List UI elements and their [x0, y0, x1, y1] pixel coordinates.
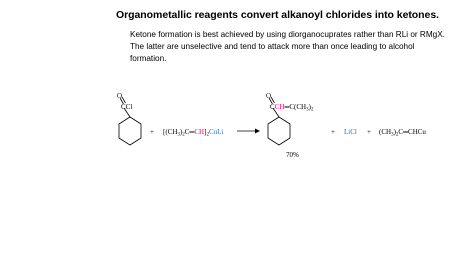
slide-title: Organometallic reagents convert alkanoyl chlorides into ketones.: [116, 9, 439, 21]
product-ring: [268, 117, 290, 145]
vinylcopper-part3: C═CHCu: [398, 128, 426, 136]
vinylcopper-sub-2: 2: [395, 132, 399, 138]
vinylcopper-sub-3: 3: [391, 132, 394, 138]
slide-body-text: Ketone formation is best achieved by using diorganocuprates rather than RLi or RMgX. The latter are unselective and tend to attack more than once leading to alcohol formation.: [130, 30, 445, 63]
byproduct-vinylcopper: [379, 128, 426, 138]
reagent-double-bond: ═: [189, 128, 195, 136]
product-c: C: [270, 103, 275, 111]
reagent-close: ]: [204, 128, 207, 136]
reagent-sub-2b: 2: [206, 132, 209, 138]
plus-sign-1: +: [150, 128, 154, 136]
reactant-acyl-label: CCl: [121, 103, 133, 111]
reagent-colored-ch: CH: [194, 128, 205, 136]
product-sub-2: 2: [310, 107, 314, 113]
byproduct-licl: LiCl: [344, 128, 357, 136]
product-close: ): [308, 103, 311, 111]
vinylcopper-part1: (CH: [379, 128, 392, 136]
product-chain: [270, 103, 314, 113]
reagent-open: [(CH: [163, 128, 178, 136]
reactant-ring: [119, 117, 141, 145]
reagent-c: C: [184, 128, 190, 136]
product-yield: 70%: [286, 151, 299, 159]
product-sub-3: 3: [306, 107, 309, 113]
reagent-sub-3: 3: [177, 132, 180, 138]
reagent-culi: CuLi: [208, 128, 224, 136]
reaction-arrow: [237, 129, 260, 134]
plus-sign-3: +: [367, 128, 371, 136]
plus-sign-2: +: [331, 128, 335, 136]
product-colored-ch: CH: [274, 103, 285, 111]
vinylcopper-part2: ): [393, 128, 396, 136]
reactant-oxygen: O: [117, 92, 123, 100]
product-chain-rest: ═C(CH: [284, 103, 307, 111]
product-oxygen: O: [266, 92, 272, 100]
cuprate-reagent: [163, 128, 223, 138]
reagent-mid: ): [179, 128, 183, 136]
reagent-sub-2: 2: [182, 132, 185, 138]
